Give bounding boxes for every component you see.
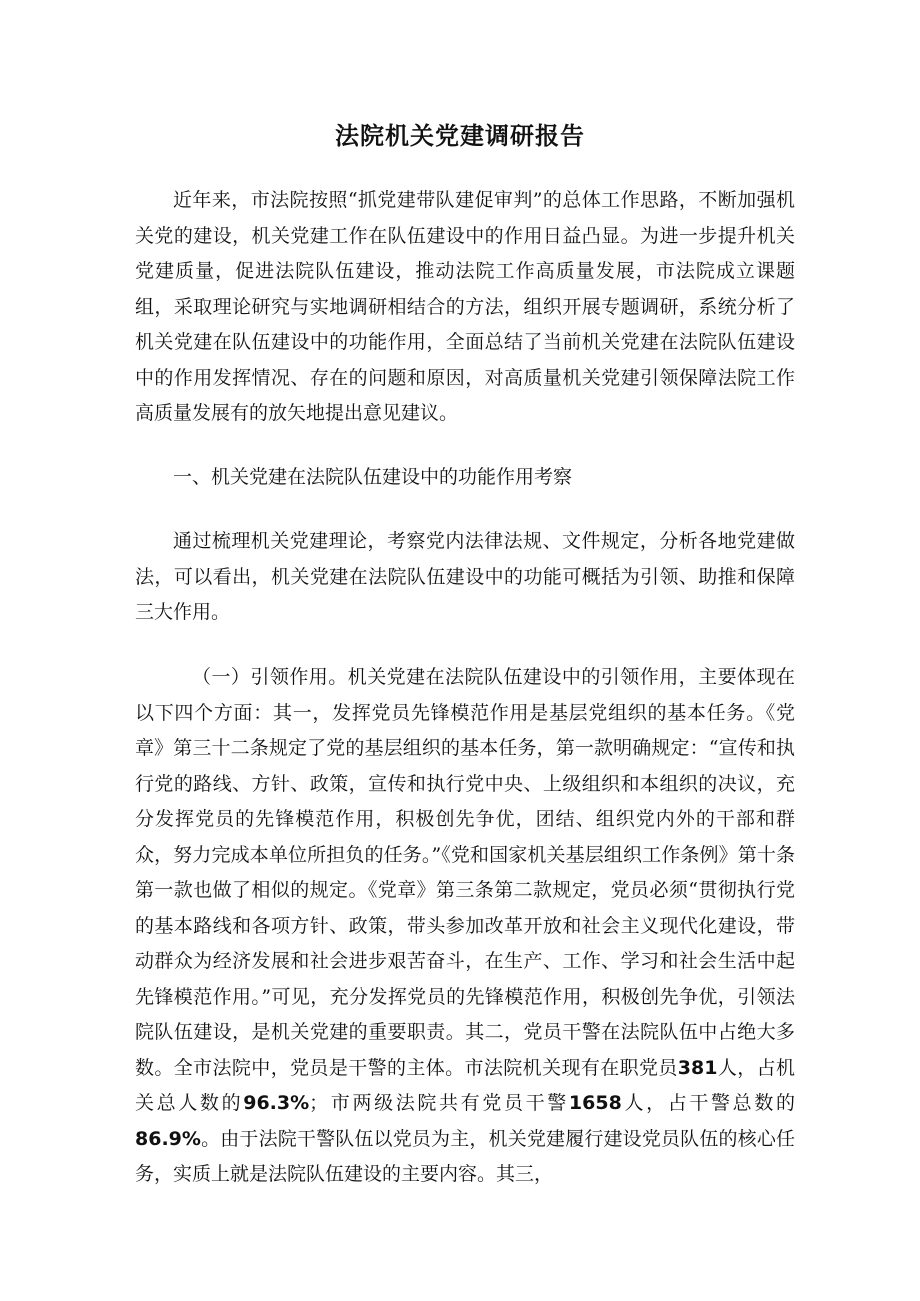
document-title: 法院机关党建调研报告	[335, 122, 585, 150]
intro-paragraph: 近年来，市法院按照“抓党建带队建促审判”的总体工作思路，不断加强机关党的建设，机关党建工作在队伍建设中的作用日益凸显。为进一步提升机关党建质量，促进法院队伍建设，推动法院工作高质量发展，市法院成立课题组，采取理论研究与实地调研相结合的方法，组织开展专题调研，系统分析了机关党建在队伍建设中的功能作用，全面总结了当前机关党建在法院队伍建设中的作用发挥情况、存在的问题和原因，对高质量机关党建引领保障法院工作高质量发展有的放矢地提出意见建议。	[135, 189, 795, 424]
paragraph-text: 人，占机关总人数的	[135, 1056, 795, 1114]
statistic-value: 86.9%	[135, 1127, 201, 1150]
paragraph-text: （一）引领作用。机关党建在法院队伍建设中的引领作用，主要体现在以下四个方面：其一，发挥党员先锋模范作用是基层党组织的基本任务。《党章》第三十二条规定了党的基层组织的基本任务，第一款明确规定：“宣传和执行党的路线、方针、政策，宣传和执行党中央、上级组织和本组织的决议，充分发挥党员的先锋模范作用，积极创先争优，团结、组织党内外的干部和群众，努力完成本单位所担负的任务。”《党和国家机关基层组织工作条例》第十条第一款也做了相似的规定。《党章》第三条第二款规定，党员必须“贯彻执行党的基本路线和各项方针、政策，带头参加改革开放和社会主义现代化建设，带动群众为经济发展和社会进步艰苦奋斗，在生产、工作、学习和社会生活中起先锋模范作用。”可见，充分发挥党员的先锋模范作用，积极创先争优，引领法院队伍建设，是机关党建的重要职责。其二，党员干警在法院队伍中占绝大多数。全市法院中，党员是干警的主体。市法院机关现有在职党员	[135, 666, 795, 1079]
paragraph-text: ；市两级法院共有党员干警	[309, 1092, 569, 1114]
statistic-value: 96.3%	[243, 1092, 310, 1114]
statistic-value: 381	[677, 1056, 718, 1079]
paragraph-text: 人，占干警总数的	[621, 1092, 795, 1114]
statistic-value: 1658	[568, 1092, 622, 1114]
section-heading: 一、机关党建在法院队伍建设中的功能作用考察	[173, 466, 573, 488]
subsection-paragraph	[135, 660, 795, 1193]
paragraph-text: 。由于法院干警队伍以党员为主，机关党建履行建设党员队伍的核心任务，实质上就是法院队伍建设的主要内容。其三，	[135, 1127, 795, 1185]
section-paragraph: 通过梳理机关党建理论，考察党内法律法规、文件规定，分析各地党建做法，可以看出，机关党建在法院队伍建设中的功能可概括为引领、助推和保障三大作用。	[135, 530, 795, 623]
